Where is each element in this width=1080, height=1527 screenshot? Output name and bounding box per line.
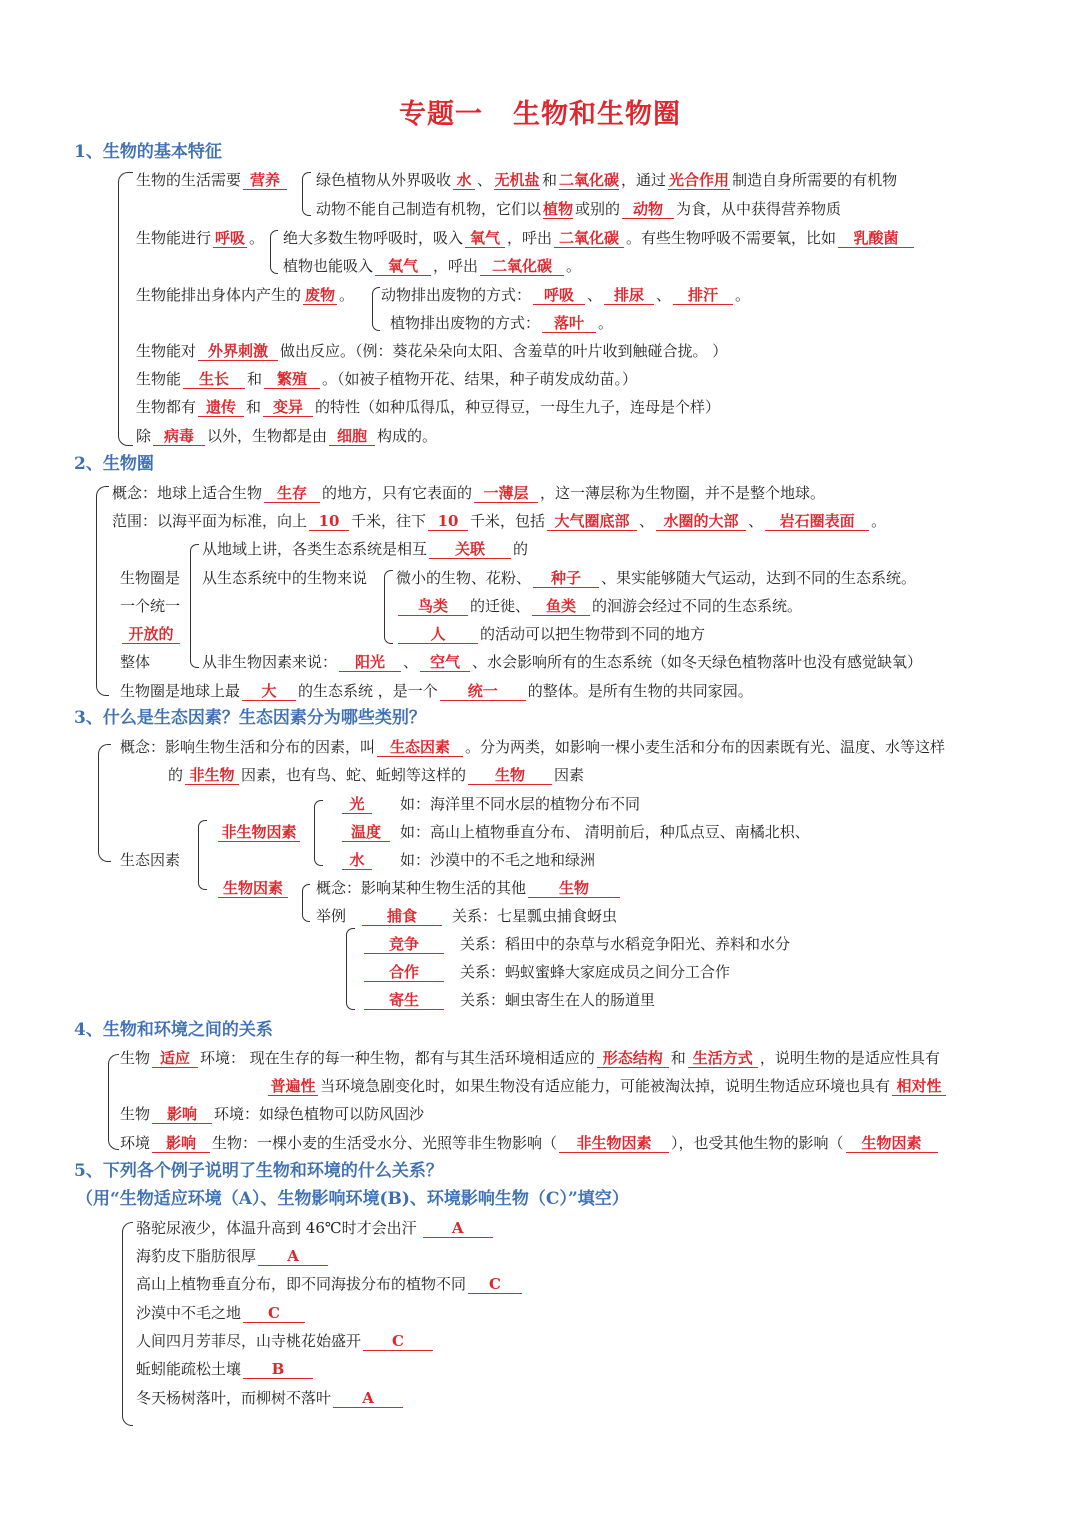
s3-b1: 概念：影响某种生物生活的其他 生物 <box>316 877 622 899</box>
s2-line8: 生物圈是地球上最 大 的生态系统 ，是一个 统一 的整体。是所有生物的共同家园。 <box>120 682 753 700</box>
s5-item: 骆驼尿液少，体温升高到 46℃时才会出汗 A <box>136 1217 495 1239</box>
s4-line4: 环境 影响 生物：一棵小麦的生活受水分、光照等非生物影响（ 非生物因素 ），也受其他生物的影响（ 生物因素 <box>120 1132 940 1154</box>
s3-n2: 温度 如：高山上植物垂直分布、 清明前后，种瓜点豆、南橘北枳、 <box>340 821 810 843</box>
section2-heading: 2、生物圈 <box>74 454 154 474</box>
s1-line7: 生物能对 外界刺激 做出反应。（例：葵花朵朵向太阳、含羞草的叶片收到触碰合拢。 ） <box>136 342 728 360</box>
s2-line1: 概念：地球上适合生物 生存 的地方，只有它表面的 一薄层 ，这一薄层称为生物圈，并不是整个地球。 <box>112 484 826 502</box>
s2-line6: 人 的活动可以把生物带到不同的地方 <box>396 623 705 645</box>
s3-bio: 生物因素 <box>216 877 290 899</box>
s3-b3: 竞争 关系：稻田中的杂草与水稻竞争阳光、养料和水分 <box>362 933 790 955</box>
s3-n1: 光 如：海洋里不同水层的植物分布不同 <box>340 793 640 815</box>
s2-line2: 范围：以海平面为标准，向上 10 千米，往下 10 千米，包括 大气圈底部 、 水圈的大部 、 岩石圈表面 。 <box>112 512 887 530</box>
s1-line3: 生物能进行 呼吸 。 <box>136 229 265 247</box>
s3-line2: 的 非生物 因素，也有鸟、蛇、蚯蚓等这样的 生物 因素 <box>168 766 585 784</box>
s2-side1: 生物圈是 <box>120 569 181 587</box>
s2-brace-whole <box>190 544 199 668</box>
s1-line5b: 动物排出废物的方式： 呼吸 、 排尿 、 排汗 。 <box>381 286 751 304</box>
s5-item: 沙漠中不毛之地 C <box>136 1302 307 1324</box>
s1-line9: 生物都有 遗传 和 变异 的特性（如种瓜得瓜，种豆得豆，一母生九子，连母是个样） <box>136 398 721 416</box>
s1-brace-nutrition <box>302 172 311 216</box>
s3-brace-examples <box>346 928 355 1010</box>
s2-brace-organisms <box>384 570 393 644</box>
s1-line4: 植物也能吸入 氧气 ，呼出 二氧化碳 。 <box>283 257 582 275</box>
s3-b4: 合作 关系：蚂蚁蜜蜂大家庭成员之间分工合作 <box>362 961 730 983</box>
title-part1: 专题一 <box>399 99 483 130</box>
s2-line3: 从地域上讲，各类生态系统是相互 关联 的 <box>202 540 529 558</box>
section3-brace <box>98 744 111 862</box>
s1-line8: 生物能 生长 和 繁殖 。（如被子植物开花、结果，种子萌发成幼苗。） <box>136 370 638 388</box>
s3-nonbio: 非生物因素 <box>216 821 302 843</box>
s4-line3: 生物 影响 环境：如绿色植物可以防风固沙 <box>120 1105 425 1123</box>
s1-brace-respiration <box>270 230 278 274</box>
s2-line4: 从生态系统中的生物来说 <box>202 569 368 587</box>
section5-heading: 5、下列各个例子说明了生物和环境的什么关系？ <box>74 1161 443 1181</box>
s5-item: 海豹皮下脂肪很厚 A <box>136 1245 330 1267</box>
section5-subheading: （用“生物适应环境（A）、生物影响环境(B)、环境影响生物（C）”填空） <box>76 1189 629 1209</box>
s2-line5: 鸟类 的迁徙、 鱼类 的洄游会经过不同的生态系统。 <box>396 595 802 617</box>
s4-line2: 普遍性 当环境急剧变化时，如果生物没有适应能力，可能被淘汰掉，说明生物适应环境也具有 相对性 <box>266 1075 948 1097</box>
s1-brace-waste <box>372 287 380 331</box>
section4-heading: 4、生物和环境之间的关系 <box>74 1020 273 1040</box>
s5-item: 冬天杨树落叶，而柳树不落叶 A <box>136 1387 405 1409</box>
title-part2: 生物和生物圈 <box>513 99 681 130</box>
s3-b5: 寄生 关系：蛔虫寄生在人的肠道里 <box>362 989 655 1011</box>
s5-item: 蚯蚓能疏松土壤 B <box>136 1358 315 1380</box>
section3-heading: 3、什么是生态因素？生态因素分为哪些类别？ <box>74 708 426 728</box>
s3-side: 生态因素 <box>120 851 181 869</box>
s1-line10: 除 病毒 以外，生物都是由 细胞 构成的。 <box>136 427 438 445</box>
s3-brace-bio <box>302 884 310 922</box>
s2-side3: 开放的 <box>120 623 182 645</box>
s2-side4: 整体 <box>120 653 151 671</box>
s1-line6: 植物排出废物的方式： 落叶 。 <box>390 314 614 332</box>
s3-b2: 举例 捕食 关系：七星瓢虫捕食蚜虫 <box>316 907 618 925</box>
s3-line1: 概念：影响生物生活和分布的因素，叫 生态因素 。分为两类，如影响一棵小麦生活和分布的因素既有光、温度、水等这样 <box>120 738 946 756</box>
s2-line7: 从非生物因素来说： 阳光 、 空气 、水会影响所有的生态系统（如冬天绿色植物落叶也没有感觉缺氧） <box>202 653 923 671</box>
s1-line1b: 绿色植物从外界吸收 水 、 无机盐 和 二氧化碳 ，通过 光合作用 制造自身所需要的有机物 <box>316 171 898 189</box>
s5-item: 人间四月芳菲尽，山寺桃花始盛开 C <box>136 1330 435 1352</box>
section5-brace <box>122 1222 133 1426</box>
page-title <box>0 92 1080 131</box>
s1-line3b: 绝大多数生物呼吸时，吸入 氧气 ，呼出 二氧化碳 。有些生物呼吸不需要氧，比如 乳酸菌 <box>283 227 916 249</box>
s5-item: 高山上植物垂直分布，即不同海拔分布的植物不同 C <box>136 1273 524 1295</box>
s3-brace-nonbio <box>314 800 323 866</box>
s1-line5: 生物能排出身体内产生的 废物 。 <box>136 286 355 304</box>
section1-heading: 1、生物的基本特征 <box>74 142 222 162</box>
s2-line4b: 微小的生物、花粉、 种子 、果实能够随大气运动，达到不同的生态系统。 <box>396 569 917 587</box>
s1-line2: 动物不能自己制造有机物，它们以 植物 或别的 动物 为食，从中获得营养物质 <box>316 200 842 218</box>
s2-side2: 一个统一 <box>120 597 181 615</box>
section2-brace <box>96 486 109 696</box>
s3-brace-factors <box>198 820 207 890</box>
s4-line1: 生物 适应 环境： 现在生存的每一种生物，都有与其生活环境相适应的 形态结构 和 生活方式 ，说明生物的是适应性具有 <box>120 1049 940 1067</box>
s1-line1: 生物的生活需要 营养 <box>136 169 289 191</box>
section1-brace <box>118 172 133 446</box>
s3-n3: 水 如：沙漠中的不毛之地和绿洲 <box>340 849 595 871</box>
section4-brace <box>108 1054 119 1150</box>
